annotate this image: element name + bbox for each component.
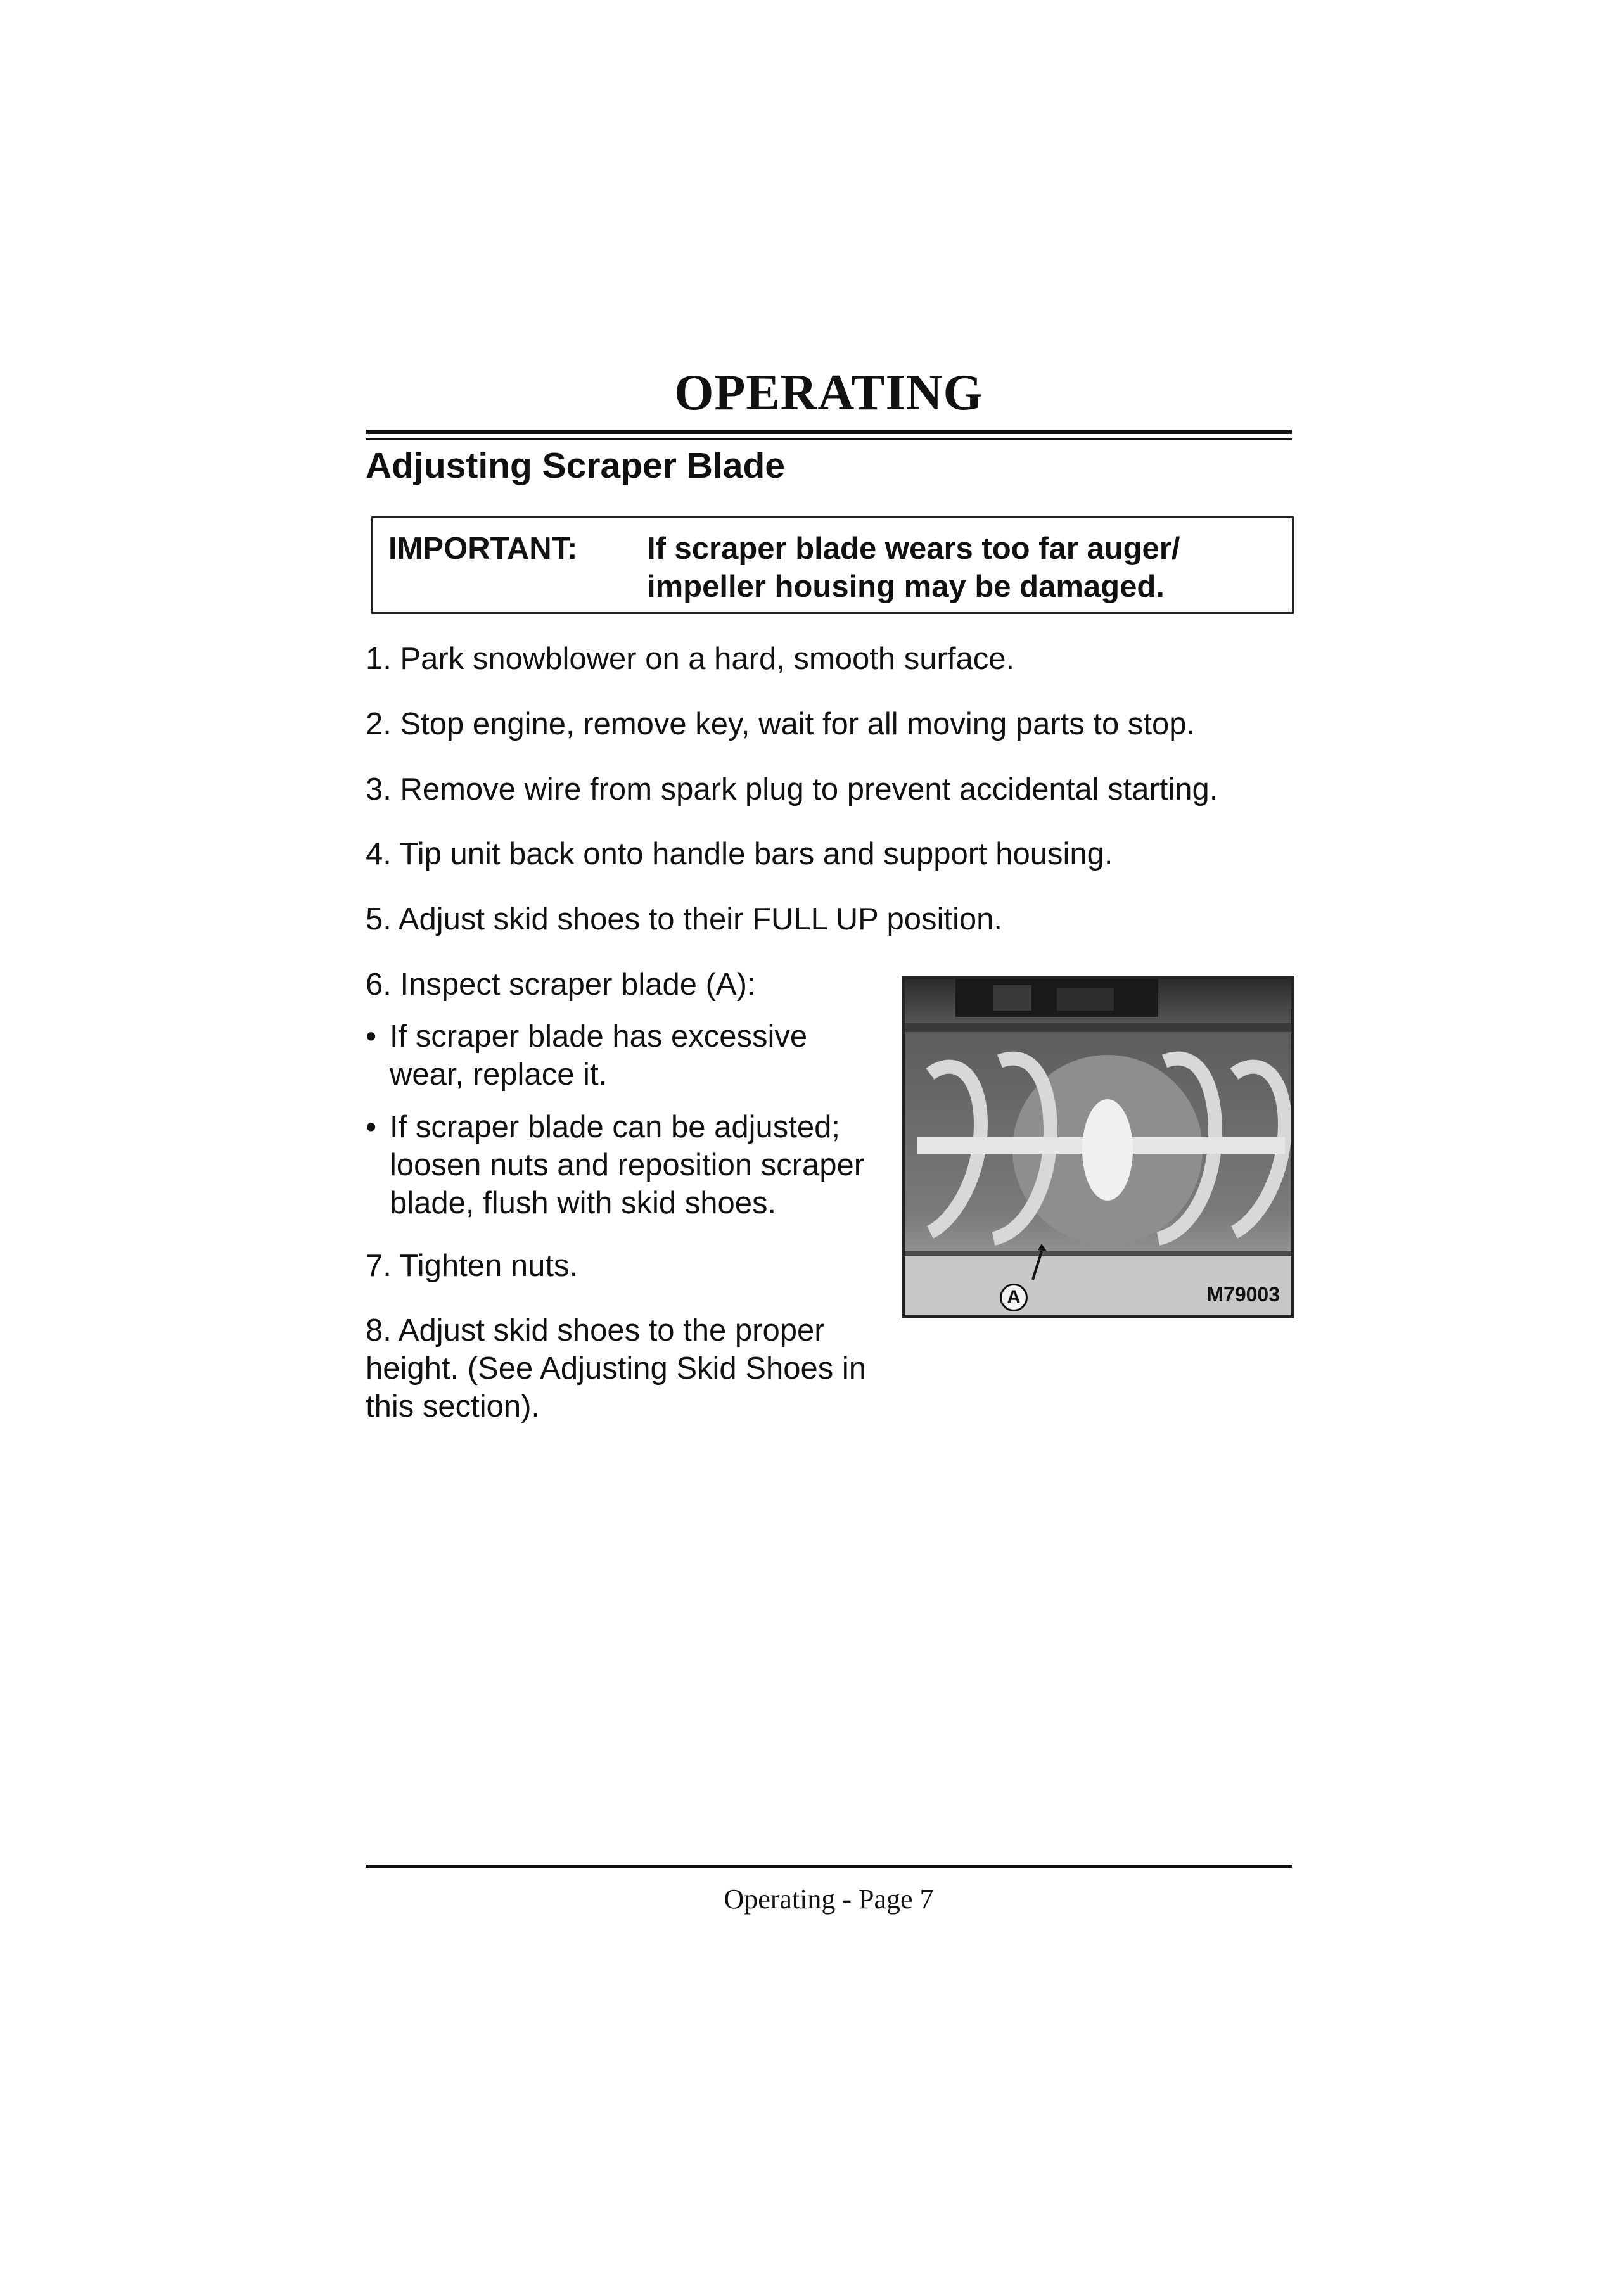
auger-photo xyxy=(902,976,1294,1318)
title-rule-thin xyxy=(366,438,1292,440)
bullet-line: If scraper blade can be adjusted; xyxy=(390,1110,840,1144)
bullet-mark: • xyxy=(366,1019,377,1054)
step-8-line: height. (See Adjusting Skid Shoes in xyxy=(366,1351,866,1386)
step-1: 1. Park snowblower on a hard, smooth surface. xyxy=(366,642,1015,676)
step-2: 2. Stop engine, remove key, wait for all moving parts to stop. xyxy=(366,707,1196,741)
step-8-line: 8. Adjust skid shoes to the proper xyxy=(366,1313,825,1348)
important-text xyxy=(647,530,1274,606)
step-8-line: this section). xyxy=(366,1389,540,1424)
bullet-line: wear, replace it. xyxy=(390,1057,608,1092)
bullet-item xyxy=(366,1108,898,1222)
step-5: 5. Adjust skid shoes to their FULL UP position. xyxy=(366,902,1003,936)
callout-a: A xyxy=(1000,1284,1028,1311)
bullet-line: loosen nuts and reposition scraper xyxy=(390,1148,865,1182)
step-8 xyxy=(366,1311,866,1425)
important-notice-box xyxy=(371,516,1294,614)
step-6: 6. Inspect scraper blade (A): xyxy=(366,967,756,1002)
bullet-item xyxy=(366,1017,898,1094)
title-rule-thick xyxy=(366,430,1292,434)
section-title: Adjusting Scraper Blade xyxy=(366,445,785,486)
step-4: 4. Tip unit back onto handle bars and support housing. xyxy=(366,837,1113,871)
bullet-line: blade, flush with skid shoes. xyxy=(390,1186,777,1220)
page-title: OPERATING xyxy=(674,365,983,421)
bullet-line: If scraper blade has excessive xyxy=(390,1019,808,1054)
important-line: If scraper blade wears too far auger/ xyxy=(647,532,1180,566)
page-footer: Operating - Page 7 xyxy=(724,1884,934,1915)
footer-rule xyxy=(366,1865,1292,1868)
important-line: impeller housing may be damaged. xyxy=(647,570,1165,604)
important-label: IMPORTANT: xyxy=(388,532,578,566)
step-3: 3. Remove wire from spark plug to prevent accidental starting. xyxy=(366,772,1218,807)
figure-id: M79003 xyxy=(1206,1283,1280,1306)
step-7: 7. Tighten nuts. xyxy=(366,1249,578,1283)
auger-illustration xyxy=(905,979,1291,1315)
bullet-mark: • xyxy=(366,1110,377,1144)
